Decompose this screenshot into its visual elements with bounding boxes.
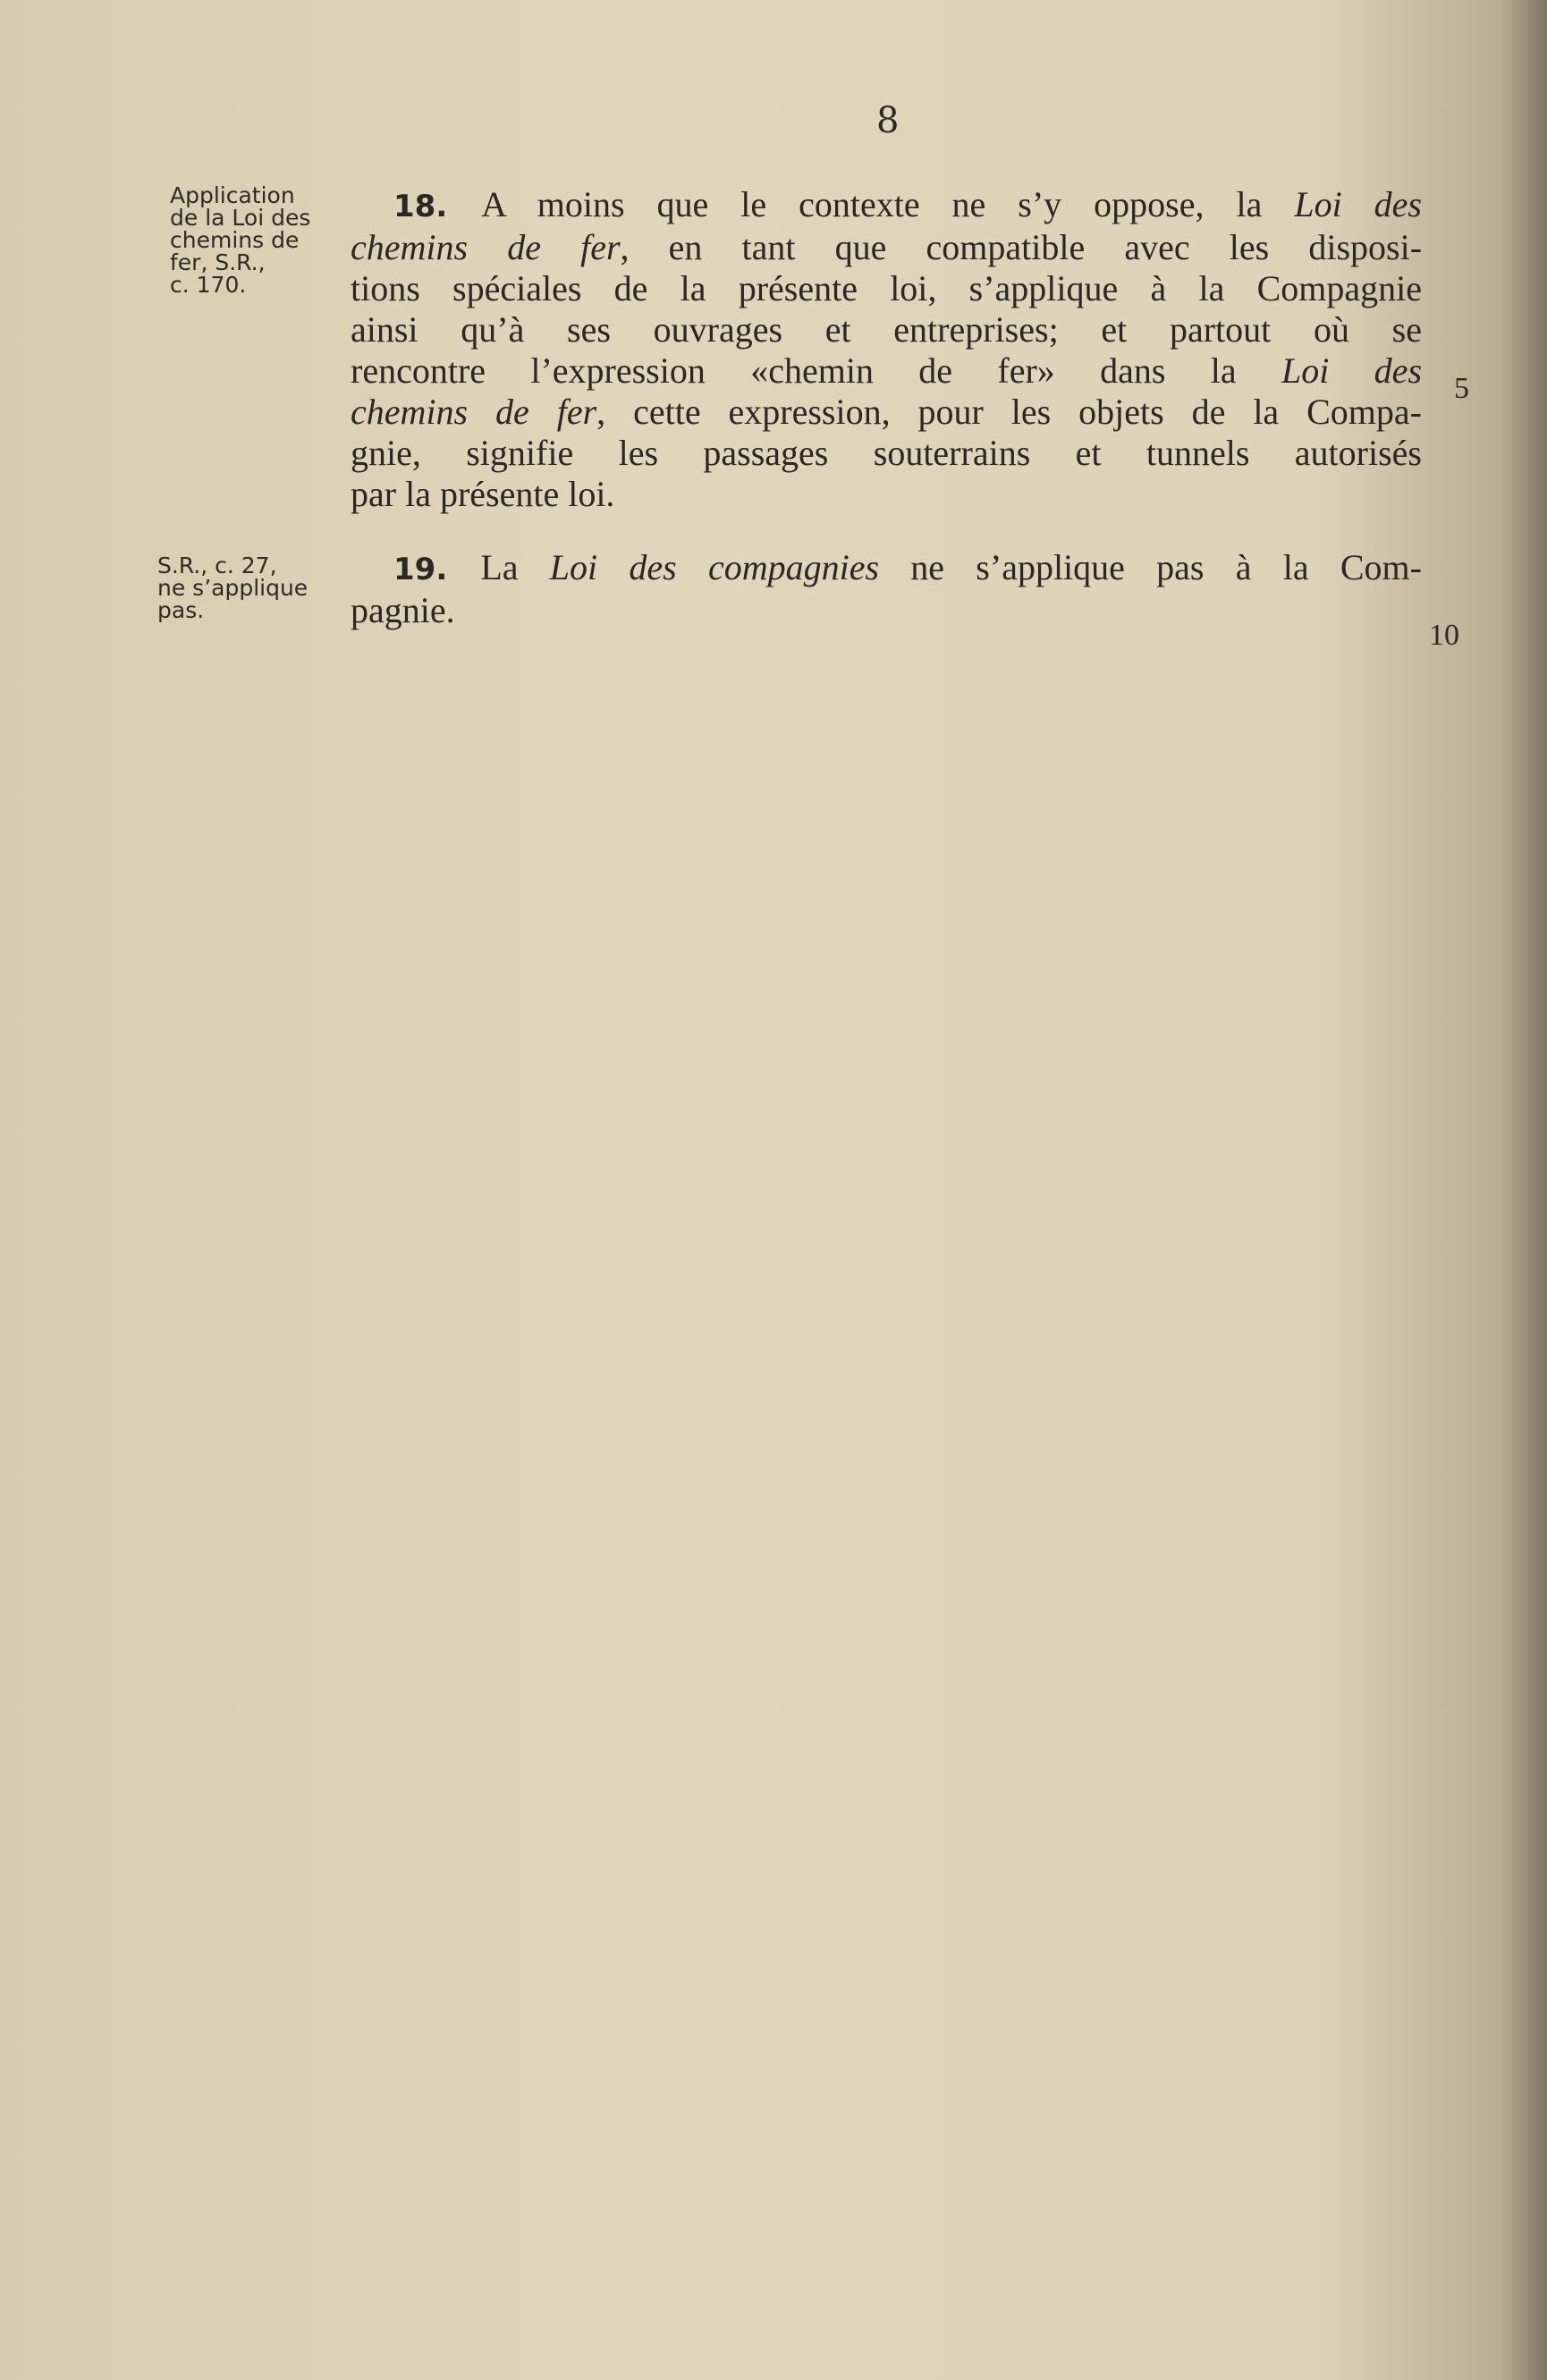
text-line [351,392,1422,433]
margin-note-line: fer, S.R., [170,249,266,275]
text-run: A moins que le contexte ne s’y oppose, la [481,184,1295,224]
margin-note-line: S.R., c. 27, [157,553,277,578]
text-run: , cette expression, pour les objets de la Compa- [596,392,1422,432]
italic-run: chemins de fer [351,392,597,432]
page-number: 8 [876,100,900,141]
line-number: 10 [1429,619,1459,652]
text-run: La [480,547,550,587]
bleed-through-shadow [232,465,1341,2235]
margin-note-line: chemins de [170,227,300,253]
margin-note-line: de la Loi des [170,205,311,231]
italic-run: Loi des compagnies [549,547,880,587]
text-line: gnie, signifie les passages souterrains et tunnels autorisés [351,433,1422,473]
section-19 [351,547,1422,631]
italic-run: chemins de fer [351,227,621,267]
italic-run: Loi des [1281,350,1423,391]
text-line [351,547,1422,590]
margin-note-line: c. 170. [170,272,247,298]
text-line [351,184,1422,227]
section-number: 19. [393,552,481,587]
text-run: rencontre l’expression «chemin de fer» dans la [351,350,1281,391]
text-run: ne s’applique pas à la Com- [879,547,1422,587]
margin-note-section-18 [170,184,358,296]
text-run: , en tant que compatible avec les disposi- [620,227,1423,267]
text-line [351,227,1422,268]
section-18 [351,184,1422,515]
text-line [351,350,1422,392]
text-line: pagnie. [351,590,455,630]
text-line: par la présente loi. [351,474,615,514]
margin-note-line: ne s’applique [157,575,309,601]
line-number: 5 [1454,372,1469,405]
margin-note-line: pas. [157,597,205,623]
margin-note-line: Application [170,182,295,208]
text-line: ainsi qu’à ses ouvrages et entreprises; et partout où se [351,309,1422,350]
section-number: 18. [393,189,482,224]
text-line: tions spéciales de la présente loi, s’applique à la Compagnie [351,268,1422,308]
margin-note-section-19 [157,554,345,621]
italic-run: Loi des [1294,184,1422,224]
